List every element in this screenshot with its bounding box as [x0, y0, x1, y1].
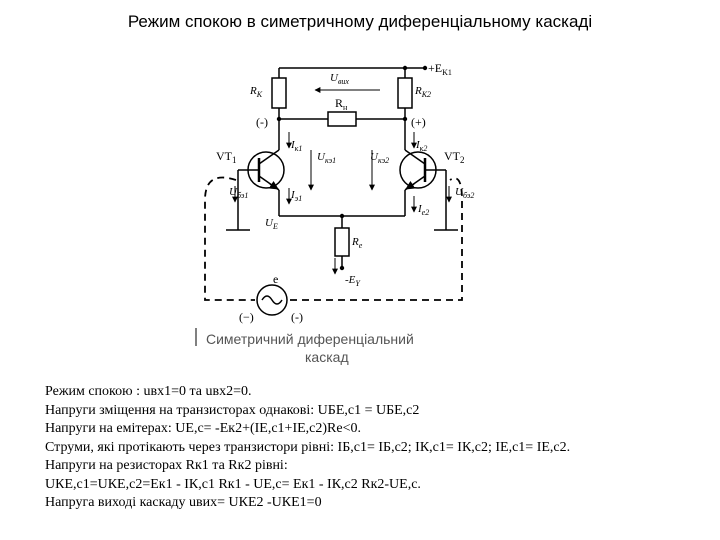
- svg-text:Uбэ1: $U_{бэ1}$: [229, 186, 249, 200]
- svg-text:Iе2: $I_{е2}$: [418, 203, 430, 217]
- resistor-rn: [328, 112, 356, 126]
- description-text: [45, 383, 705, 513]
- svg-text:(-): (-): [256, 115, 268, 129]
- resistor-rk2: [398, 78, 412, 108]
- svg-text:Rн: $R_н$: [335, 96, 348, 112]
- page-title: Режим спокою в симетричному диференціальному каскаді: [127, 12, 593, 31]
- svg-text:+EK1: $+E_{K1}$: [428, 61, 452, 77]
- resistor-rk1: [272, 78, 286, 108]
- text-line: Режим спокою : uвх1=0 та uвх2=0.: [45, 384, 252, 399]
- svg-text:Iк2: $I_{к2}$: [416, 139, 428, 153]
- svg-text:(-): (-): [291, 310, 303, 324]
- text-line: Напруги на резисторах Rк1 та Rк2 рівні:: [45, 458, 288, 473]
- svg-text:(+): (+): [411, 115, 426, 129]
- text-line: Струми, які протікають через транзистори рівні: IБ,с1= IБ,с2; IК,с1= IК,с2; IЕ,с1= IЕ,с2.: [45, 439, 571, 455]
- svg-text:Rе: $R_е$: [352, 236, 363, 250]
- svg-text:Uкэ1: $U_{кэ1}$: [317, 151, 337, 165]
- svg-text:(−): (−): [239, 310, 254, 324]
- svg-text:RК: $R_К$: [250, 85, 263, 99]
- svg-text:Iэ1: $I_{э1}$: [291, 189, 303, 203]
- svg-text:e: e: [273, 272, 279, 286]
- text-line: Напруги зміщення на транзисторах однакові: UБЕ,с1 = UБЕ,с2: [45, 402, 420, 418]
- text-line: Напруга виході каскаду uвих= UКЕ2 -UКЕ1=0: [45, 495, 322, 510]
- diagram-caption-line1: Симетричний диференціальний: [206, 331, 414, 347]
- svg-text:VT2: $VT_2$: [444, 149, 465, 165]
- svg-text:RК2: $R_{К2}$: [415, 85, 432, 99]
- svg-text:-EY: $-E_Y$: [345, 274, 360, 288]
- text-line: UКЕ,с1=UКЕ,с2=Eк1 - IК,с1 Rк1 - UЕ,с= Eк1 - IК,с2 Rк2-UЕ,с.: [45, 476, 421, 492]
- svg-text:Uбэ2: $U_{бэ2}$: [455, 186, 475, 200]
- svg-text:UЕ: $U_Е$: [265, 217, 278, 231]
- svg-text:Uвих: $U_{вих}$: [330, 72, 349, 86]
- svg-text:Iк1: $I_{к1}$: [291, 139, 303, 153]
- diagram-caption-line2: каскад: [305, 349, 349, 365]
- svg-text:Uкэ2: $U_{кэ2}$: [370, 151, 390, 165]
- resistor-re: [335, 228, 349, 256]
- text-line: Напруги на емітерах: UЕ,с= -Eк2+(IЕ,с1+IЕ,с2)Rе<0.: [45, 421, 361, 436]
- svg-text:VT1: $VT_1$: [216, 149, 237, 165]
